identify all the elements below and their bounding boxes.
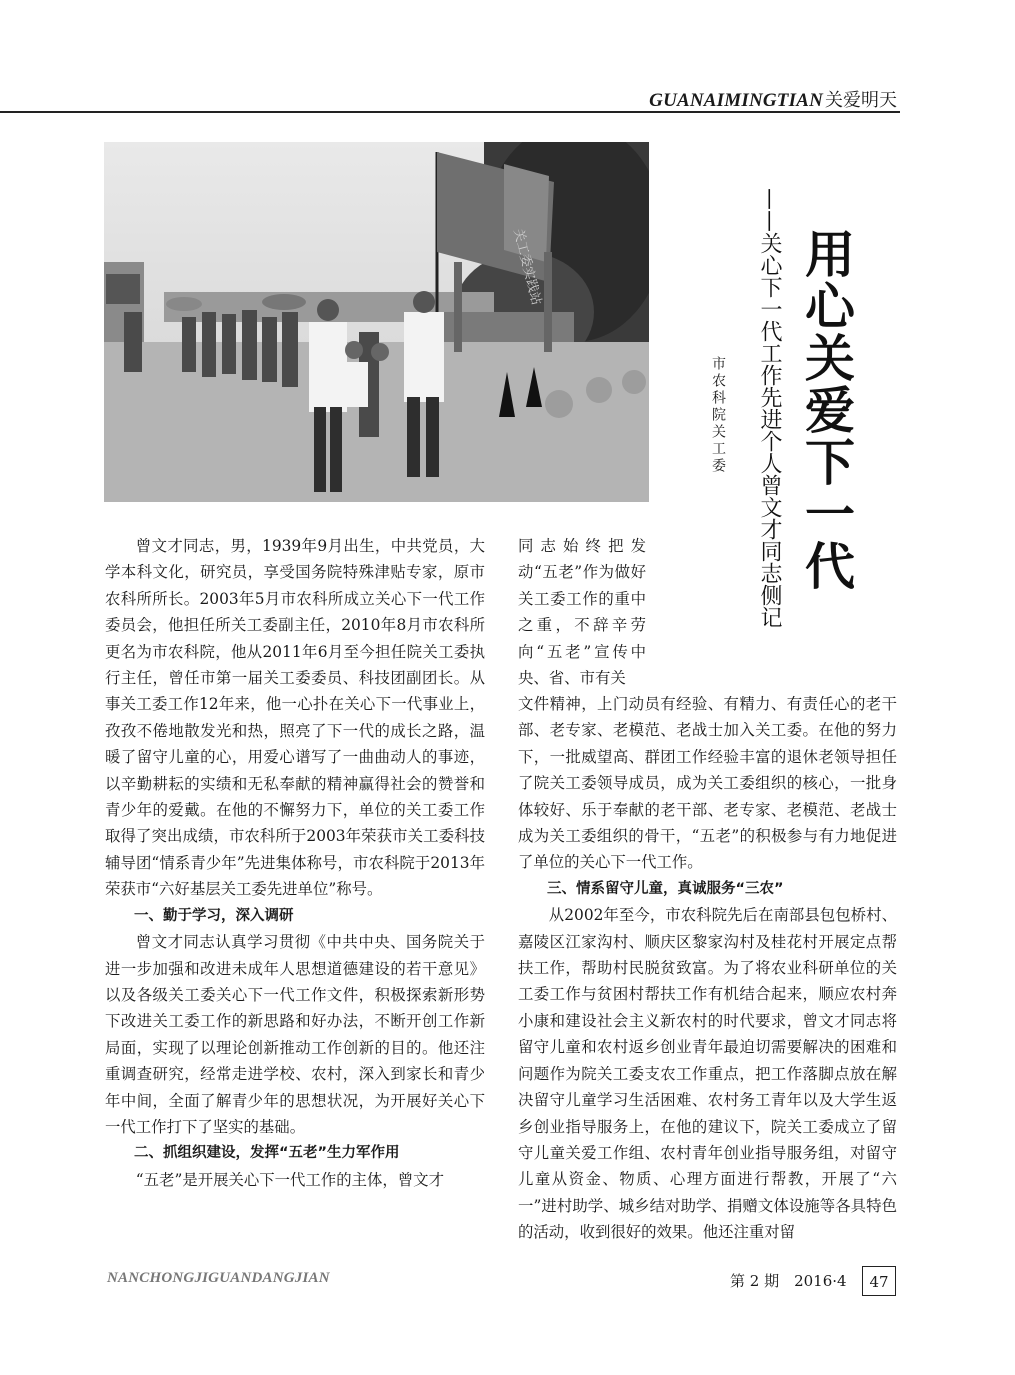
section-heading-1: 一、勤于学习，深入调研 xyxy=(134,907,294,924)
article-title: 用心关爱下一代 xyxy=(797,228,855,592)
section2-paragraph-end: 文件精神，上门动员有经验、有精力、有责任心的老干部、老专家、老模范、老战士加入关工委。在他的努力下，一批威望高、群团工作经验丰富的退休老领导担任了院关工委领导成员，成为关工委组织的核心，一批身体较好、乐于奉献的老干部、老专家、老模范、老战士成为关工委组织的骨干，“五老”的积极参与有力地促进了单位的关心下一代工作。 xyxy=(518,695,897,872)
article-subtitle: ——关心下一代工作先进个人曾文才同志侧记 xyxy=(757,188,782,628)
section2-paragraph-mid: 同志始终把发动“五老”作为做好关工委工作的重中之重，不辞辛劳向“五老”宣传中央、省、市有关 xyxy=(518,537,646,688)
body-column-narrow xyxy=(518,533,646,691)
footer-issue: 第 2 期 2016·4 xyxy=(730,1272,847,1290)
section-heading-2: 二、抓组织建设，发挥“五老”生力军作用 xyxy=(134,1145,400,1162)
article-author: 市农科院关工委 xyxy=(710,356,726,475)
brand-chinese: 关爱明天 xyxy=(825,90,897,111)
article-photo xyxy=(104,142,649,502)
banner-text: 关工委实践站 xyxy=(510,227,544,307)
brand-english: GUANAIMINGTIAN xyxy=(649,90,823,111)
section2-paragraph-start: “五老”是开展关心下一代工作的主体，曾文才 xyxy=(135,1170,444,1189)
body-column-left xyxy=(105,533,485,1193)
section1-paragraph: 曾文才同志认真学习贯彻《中共中央、国务院关于进一步加强和改进未成年人思想道德建设的若干意见》以及各级关工委关心下一代工作文件，积极探索新形势下改进关工委工作的新思路和好办法，不断开创工作新局面，实现了以理论创新推动工作创新的目的。他还注重调查研究，经常走进学校、农村，深入到家长和青少年中间，全面了解青少年的思想状况，为开展好关心下一代工作打下了坚实的基础。 xyxy=(105,933,485,1136)
page-number: 47 xyxy=(862,1266,896,1296)
body-column-right xyxy=(518,691,897,1246)
intro-paragraph: 曾文才同志，男，1939年9月出生，中共党员，大学本科文化，研究员，享受国务院特殊津贴专家，原市农科所所长。2003年5月市农科所成立关心下一代工作委员会，他担任所关工委副主任，2010年8月市农科所更名为市农科院，他从2011年6月至今担任院关工委执行主任，曾任市第一届关工委委员、科技团副团长。从事关工委工作12年来，他一心扑在关心下一代事业上，孜孜不倦地散发光和热，照亮了下一代的成长之路，温暖了留守儿童的心，用爱心谱写了一曲曲动人的事迹，以辛勤耕耘的实绩和无私奉献的精神赢得社会的赞誉和青少年的爱戴。在他的不懈努力下，单位的关工委工作取得了突出成绩，市农科所于2003年荣获市关工委科技辅导团“情系青少年”先进集体称号，市农科院于2013年荣获市“六好基层关工委先进单位”称号。 xyxy=(105,537,485,899)
section3-paragraph: 从2002年至今，市农科院先后在南部县包包桥村、嘉陵区江家沟村、顺庆区黎家沟村及桂花村开展定点帮扶工作，帮助村民脱贫致富。为了将农业科研单位的关工委工作与贫困村帮扶工作有机结合起来，顺应农村奔小康和建设社会主义新农村的时代要求，曾文才同志将留守儿童和农村返乡创业青年最迫切需要解决的困难和问题作为院关工委支农工作重点，把工作落脚点放在解决留守儿童学习生活困难、农村务工青年以及大学生返乡创业指导服务上，在他的建议下，院关工委成立了留守儿童关爱工作组、农村青年创业指导服务组，对留守儿童从资金、物质、心理方面进行帮教，开展了“六一”进村助学、城乡结对助学、捐赠文体设施等各具特色的活动，收到很好的效果。他还注重对留 xyxy=(518,906,897,1242)
footer-publication: NANCHONGJIGUANDANGJIAN xyxy=(107,1270,330,1286)
section-heading-3: 三、情系留守儿童，真诚服务“三农” xyxy=(547,880,784,897)
header-brand xyxy=(649,86,897,112)
